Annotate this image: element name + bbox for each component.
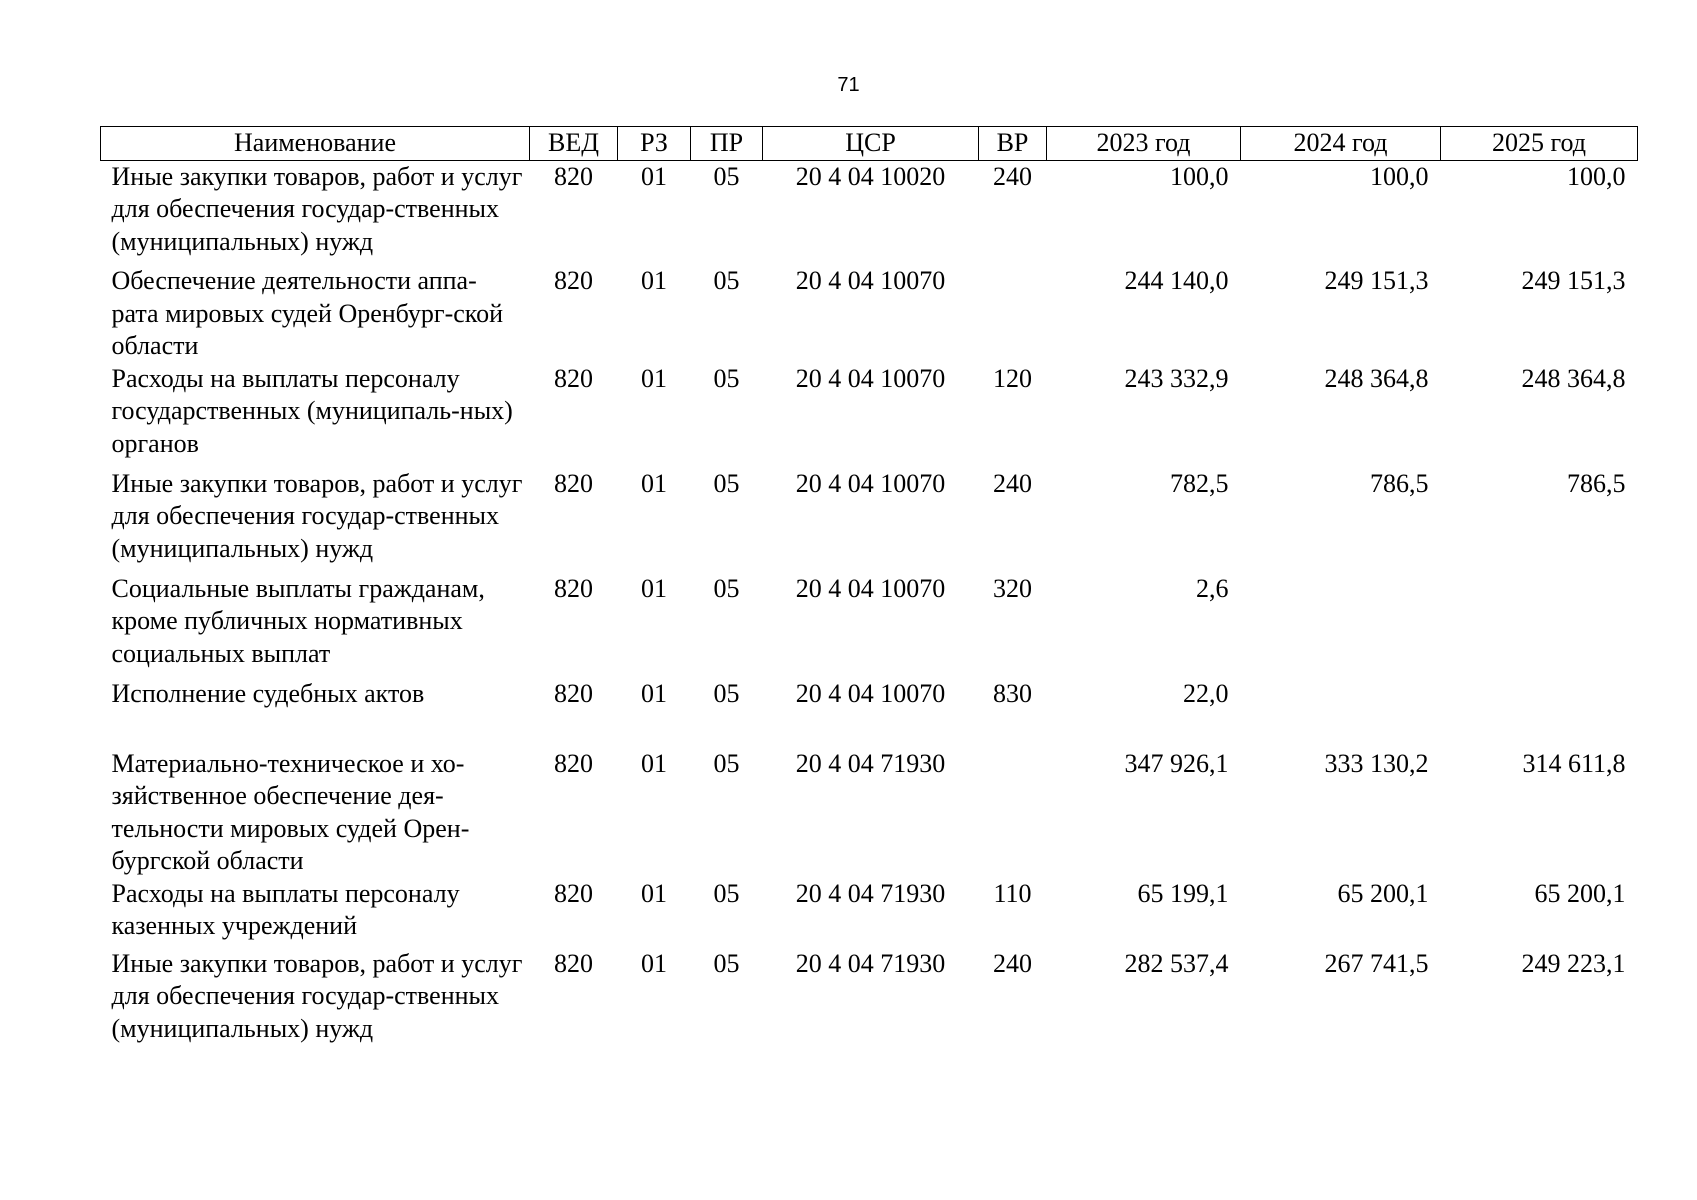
cell-csr: 20 4 04 71930 <box>795 878 946 908</box>
cell-2025 <box>1441 678 1638 748</box>
budget-table <box>100 126 1638 1053</box>
cell-2025: 248 364,8 <box>1521 363 1626 393</box>
cell-name: Социальные выплаты гражданам, кроме публичных нормативных социальных выплат <box>111 573 485 668</box>
cell-2023: 244 140,0 <box>1124 266 1229 295</box>
cell-ved: 820 <box>554 468 593 498</box>
header-name: Наименование <box>101 127 530 161</box>
cell-vr: 120 <box>993 363 1032 393</box>
table-row <box>101 265 1638 363</box>
cell-name: Расходы на выплаты персоналу государственных (муниципаль-ных) органов <box>111 363 513 458</box>
cell-ved: 820 <box>554 678 593 708</box>
cell-ved: 820 <box>554 878 593 908</box>
table-row <box>101 878 1638 948</box>
cell-2025: 249 151,3 <box>1521 266 1626 295</box>
table-row <box>101 573 1638 678</box>
cell-pr: 05 <box>713 878 740 908</box>
header-2023: 2023 год <box>1047 127 1241 161</box>
table-row <box>101 948 1638 1053</box>
cell-2024: 100,0 <box>1370 161 1429 191</box>
cell-pr: 05 <box>713 573 740 603</box>
cell-pr: 05 <box>713 948 740 978</box>
cell-2025: 249 223,1 <box>1521 948 1626 978</box>
cell-rz: 01 <box>641 748 667 778</box>
cell-vr <box>979 748 1047 878</box>
cell-2023: 347 926,1 <box>1124 748 1229 778</box>
cell-2024: 65 200,1 <box>1337 878 1429 908</box>
cell-2023: 243 332,9 <box>1124 363 1229 393</box>
cell-vr <box>979 265 1047 363</box>
cell-2024 <box>1241 678 1441 748</box>
cell-2023: 65 199,1 <box>1137 878 1229 908</box>
cell-rz: 01 <box>641 266 667 295</box>
header-vr: ВР <box>979 127 1047 161</box>
cell-vr: 240 <box>993 468 1032 498</box>
cell-name: Расходы на выплаты персоналу казенных учреждений <box>111 878 460 940</box>
cell-csr: 20 4 04 71930 <box>795 748 946 778</box>
table-row <box>101 468 1638 573</box>
table-row <box>101 748 1638 878</box>
cell-csr: 20 4 04 10070 <box>795 678 946 708</box>
cell-rz: 01 <box>641 948 667 978</box>
cell-2023: 22,0 <box>1183 678 1229 708</box>
cell-vr: 830 <box>993 678 1032 708</box>
cell-2025: 65 200,1 <box>1534 878 1626 908</box>
cell-csr: 20 4 04 71930 <box>795 948 946 978</box>
cell-2025: 786,5 <box>1567 468 1626 498</box>
cell-2024: 786,5 <box>1370 468 1429 498</box>
cell-name: Иные закупки товаров, работ и услуг для обеспечения государ-ственных (муниципальных) нужд <box>111 948 523 1043</box>
header-row <box>101 127 1638 161</box>
cell-csr: 20 4 04 10070 <box>795 468 946 498</box>
header-csr: ЦСР <box>763 127 979 161</box>
cell-rz: 01 <box>641 468 667 498</box>
cell-vr: 240 <box>993 161 1032 191</box>
cell-pr: 05 <box>713 468 740 498</box>
cell-2024: 333 130,2 <box>1324 748 1429 778</box>
cell-2024: 267 741,5 <box>1324 948 1429 978</box>
header-pr: ПР <box>691 127 763 161</box>
cell-2024: 249 151,3 <box>1324 266 1429 295</box>
cell-rz: 01 <box>641 363 667 393</box>
cell-2025 <box>1441 573 1638 678</box>
cell-pr: 05 <box>713 266 740 295</box>
cell-2024 <box>1241 573 1441 678</box>
table-row <box>101 678 1638 748</box>
cell-name: Иные закупки товаров, работ и услуг для обеспечения государ-ственных (муниципальных) нужд <box>111 468 523 563</box>
header-2025: 2025 год <box>1441 127 1638 161</box>
header-2024: 2024 год <box>1241 127 1441 161</box>
header-rz: РЗ <box>618 127 691 161</box>
cell-vr: 240 <box>993 948 1032 978</box>
table-row <box>101 160 1638 265</box>
cell-vr: 110 <box>993 878 1032 908</box>
cell-ved: 820 <box>554 266 593 295</box>
cell-2023: 100,0 <box>1170 161 1229 191</box>
cell-csr: 20 4 04 10070 <box>795 573 946 603</box>
cell-2023: 2,6 <box>1196 573 1229 603</box>
cell-csr: 20 4 04 10070 <box>795 266 946 295</box>
cell-vr: 320 <box>993 573 1032 603</box>
cell-2023: 282 537,4 <box>1124 948 1229 978</box>
cell-ved: 820 <box>554 573 593 603</box>
cell-rz: 01 <box>641 161 667 191</box>
cell-pr: 05 <box>713 363 740 393</box>
cell-2025: 314 611,8 <box>1522 748 1626 778</box>
cell-2023: 782,5 <box>1170 468 1229 498</box>
cell-name: Материально-техническое и хо-зяйственное обеспечение дея-тельности мировых судей Орен-бургской области <box>111 748 470 875</box>
cell-pr: 05 <box>713 748 740 778</box>
page-number: 71 <box>837 74 860 96</box>
cell-rz: 01 <box>641 573 667 603</box>
cell-pr: 05 <box>713 678 740 708</box>
cell-2024: 248 364,8 <box>1324 363 1429 393</box>
table-row <box>101 363 1638 468</box>
header-ved: ВЕД <box>530 127 618 161</box>
cell-rz: 01 <box>641 678 667 708</box>
cell-name: Иные закупки товаров, работ и услуг для обеспечения государ-ственных (муниципальных) нужд <box>111 161 523 256</box>
cell-ved: 820 <box>554 161 593 191</box>
cell-csr: 20 4 04 10070 <box>795 363 946 393</box>
cell-name: Исполнение судебных актов <box>111 678 425 708</box>
cell-ved: 820 <box>554 363 593 393</box>
cell-ved: 820 <box>554 748 593 778</box>
cell-name: Обеспечение деятельности аппа-рата мировых судей Оренбург-ской области <box>111 266 503 360</box>
cell-pr: 05 <box>713 161 740 191</box>
cell-csr: 20 4 04 10020 <box>795 161 946 191</box>
cell-rz: 01 <box>641 878 667 908</box>
cell-ved: 820 <box>554 948 593 978</box>
cell-2025: 100,0 <box>1567 161 1626 191</box>
